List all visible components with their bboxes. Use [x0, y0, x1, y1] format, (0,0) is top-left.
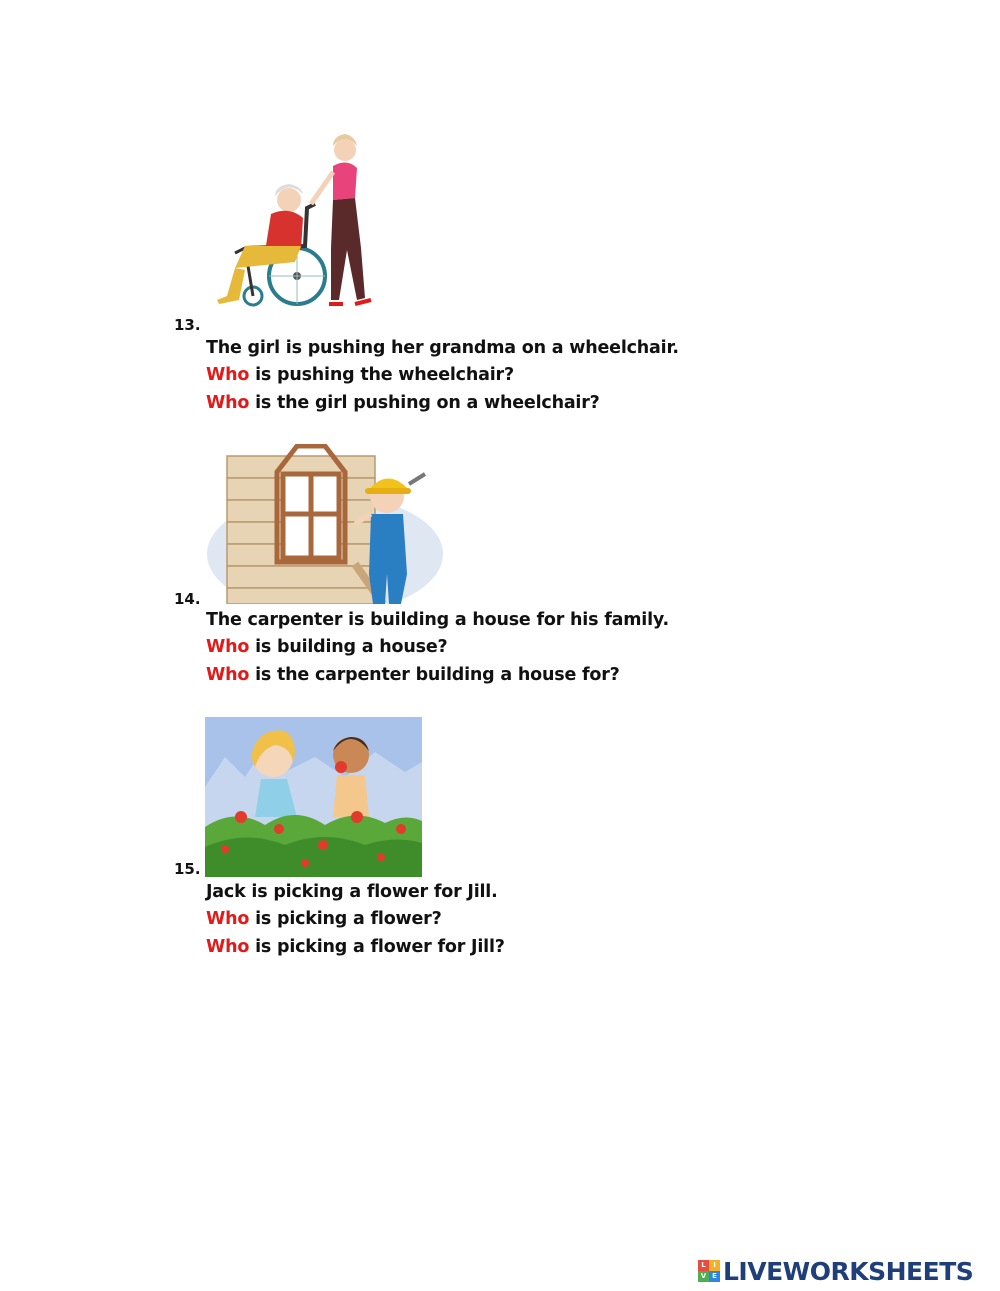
- statement: The carpenter is building a house for his family.: [206, 610, 669, 630]
- item-number: 13.: [174, 316, 201, 334]
- question-text: is the carpenter building a house for?: [249, 665, 620, 685]
- question-word: Who: [206, 637, 250, 657]
- question-line: [206, 637, 447, 657]
- item-number: 14.: [174, 590, 201, 608]
- question-text: is picking a flower for Jill?: [249, 937, 505, 957]
- logo-mark-letter: V: [698, 1271, 709, 1282]
- question-line: [206, 909, 442, 929]
- statement: The girl is pushing her grandma on a wheelchair.: [206, 338, 679, 358]
- statement: Jack is picking a flower for Jill.: [206, 882, 498, 902]
- question-word: Who: [206, 393, 250, 413]
- wheelchair-illustration: [205, 128, 380, 310]
- question-word: Who: [206, 365, 250, 385]
- question-text: is pushing the wheelchair?: [249, 365, 514, 385]
- flower-garden-illustration: [205, 717, 422, 877]
- logo-mark-letter: E: [709, 1271, 720, 1282]
- item-number: 15.: [174, 860, 201, 878]
- question-line: [206, 393, 600, 413]
- liveworksheets-logo: [698, 1256, 973, 1286]
- logo-mark-letter: I: [709, 1260, 720, 1271]
- question-line: [206, 365, 514, 385]
- logo-mark-letter: L: [698, 1260, 709, 1271]
- question-text: is building a house?: [249, 637, 448, 657]
- logo-mark-icon: [698, 1260, 720, 1282]
- question-line: [206, 937, 505, 957]
- carpenter-illustration: [205, 444, 445, 604]
- question-text: is the girl pushing on a wheelchair?: [249, 393, 600, 413]
- question-word: Who: [206, 909, 250, 929]
- question-text: is picking a flower?: [249, 909, 442, 929]
- question-word: Who: [206, 665, 250, 685]
- logo-text: LIVEWORKSHEETS: [723, 1256, 974, 1286]
- question-word: Who: [206, 937, 250, 957]
- question-line: [206, 665, 620, 685]
